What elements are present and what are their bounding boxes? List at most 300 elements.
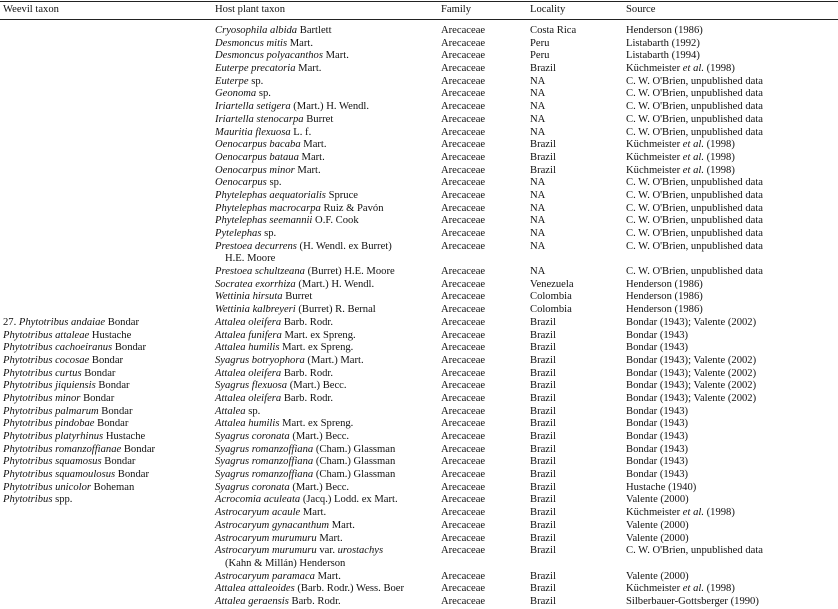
host-plant-cell: [215, 507, 326, 520]
locality-cell: Brazil: [530, 545, 556, 557]
family-cell: Arecaceae: [441, 481, 486, 493]
host-plant-cell: [215, 101, 369, 114]
family-cell: Arecaceae: [441, 139, 486, 151]
weevil-authority: Bondar: [83, 392, 115, 404]
host-authority: sp.: [248, 405, 261, 417]
weevil-species: Phytotribus pindobae: [3, 418, 95, 430]
table-row: [0, 190, 838, 203]
table-row: [0, 431, 838, 444]
host-species: Attalea oleifera: [215, 367, 282, 379]
weevil-species: Phytotribus palmarum: [3, 405, 99, 417]
locality-cell: Brazil: [530, 583, 556, 595]
family-cell: Arecaceae: [441, 88, 486, 100]
host-species: Pytelephas: [215, 228, 262, 239]
host-plant-cell: [215, 545, 383, 570]
weevil-authority: Bondar: [114, 342, 147, 354]
locality-cell: Brazil: [530, 367, 556, 379]
table-row: [0, 596, 838, 609]
host-authority: (Mart.) H. Wendl.: [298, 278, 375, 290]
host-plant-cell: [215, 63, 321, 76]
host-authority: Barb. Rodr.: [291, 595, 341, 607]
locality-cell: Peru: [530, 37, 550, 49]
table-row: [0, 215, 838, 228]
family-cell: Arecaceae: [441, 50, 486, 62]
locality-cell: Brazil: [530, 507, 556, 519]
table-row: [0, 25, 838, 38]
locality-cell: Brazil: [530, 519, 556, 531]
host-plant-cell: [215, 393, 333, 406]
source-cell: Küchmeister et al. (1998): [626, 151, 735, 163]
table-row: [0, 482, 838, 495]
host-species: Syagrus romanzoffiana: [215, 443, 314, 455]
top-rule: [0, 1, 838, 2]
host-species: Euterpe: [215, 75, 249, 87]
weevil-species: Phytotribus squamoulosus: [3, 469, 116, 481]
host-authority: Ruiz & Pavón: [323, 202, 384, 214]
host-plant-cell: [215, 139, 327, 152]
family-cell: Arecaceae: [441, 570, 486, 582]
family-cell: Arecaceae: [441, 278, 486, 290]
host-authority: Mart.: [331, 519, 355, 531]
host-species: Astrocaryum murumuru: [215, 532, 317, 544]
family-cell: Arecaceae: [441, 177, 486, 189]
host-plant-cell: [215, 114, 333, 127]
table-row: [0, 520, 838, 533]
family-cell: Arecaceae: [441, 494, 486, 506]
family-cell: Arecaceae: [441, 228, 486, 239]
table-row: [0, 114, 838, 127]
host-authority: sp.: [251, 75, 264, 87]
family-cell: Arecaceae: [441, 469, 486, 481]
host-authority: Mart. ex Spreng.: [282, 342, 354, 354]
source-cell: C. W. O'Brien, unpublished data: [626, 101, 763, 113]
family-cell: Arecaceae: [441, 291, 486, 303]
family-cell: Arecaceae: [441, 202, 486, 214]
locality-cell: Costa Rica: [530, 25, 577, 36]
table-row: [0, 418, 838, 431]
host-species: Oenocarpus minor: [215, 164, 295, 176]
locality-cell: Colombia: [530, 291, 572, 303]
source-cell: Bondar (1943): [626, 431, 689, 443]
host-authority: (Mart.) Becc.: [292, 481, 350, 493]
source-cell: Küchmeister et al. (1998): [626, 583, 735, 595]
host-species: Desmoncus mitis: [215, 37, 288, 49]
table-row: [0, 456, 838, 469]
weevil-taxon-cell: [3, 482, 134, 495]
host-species: Astrocaryum acaule: [215, 507, 301, 519]
host-authority: Mart.: [325, 50, 349, 62]
source-cell: C. W. O'Brien, unpublished data: [626, 126, 763, 138]
family-cell: Arecaceae: [441, 101, 486, 113]
table-row: [0, 266, 838, 279]
host-authority: Spruce: [328, 189, 359, 201]
host-authority: Mart.: [317, 570, 341, 582]
table-row: [0, 139, 838, 152]
table-row: [0, 393, 838, 406]
locality-cell: Peru: [530, 50, 550, 62]
source-cell: Bondar (1943): [626, 342, 689, 354]
source-cell: Bondar (1943): [626, 443, 689, 455]
family-cell: Arecaceae: [441, 507, 486, 519]
table-row: [0, 317, 838, 330]
source-cell: Henderson (1986): [626, 25, 703, 36]
locality-cell: NA: [530, 215, 546, 227]
family-cell: Arecaceae: [441, 354, 486, 366]
locality-cell: NA: [530, 228, 546, 239]
host-authority: Mart.: [302, 507, 327, 519]
host-authority: L. f.: [293, 126, 312, 138]
table-row: [0, 507, 838, 520]
host-plant-cell: [215, 215, 359, 228]
table-row: [0, 127, 838, 140]
weevil-taxon-cell: [3, 494, 72, 507]
weevil-species: Phytotribus cachoeiranus: [3, 342, 113, 354]
weevil-taxon-cell: [3, 456, 135, 469]
weevil-species: Phytotribus jiquiensis: [3, 380, 96, 392]
source-cell: Bondar (1943); Valente (2002): [626, 354, 757, 366]
table-row: [0, 583, 838, 596]
source-cell: C. W. O'Brien, unpublished data: [626, 240, 763, 252]
host-plant-cell: [215, 228, 276, 241]
host-species: Syagrus coronata: [215, 431, 290, 443]
table-row: [0, 342, 838, 355]
host-species: Syagrus romanzoffiana: [215, 469, 314, 481]
host-authority: (Cham.) Glassman: [315, 443, 396, 455]
host-species: Wettinia kalbreyeri: [215, 304, 296, 316]
weevil-taxon-cell: [3, 406, 132, 419]
locality-cell: NA: [530, 189, 546, 201]
table-row: [0, 469, 838, 482]
source-cell: Bondar (1943): [626, 329, 689, 341]
source-cell: C. W. O'Brien, unpublished data: [626, 215, 763, 227]
family-cell: Arecaceae: [441, 164, 486, 176]
host-species: Attalea geraensis: [215, 595, 289, 607]
locality-cell: Brazil: [530, 151, 556, 163]
table-row: [0, 50, 838, 63]
source-cell: Silberbauer-Gottsberger (1990): [626, 595, 759, 607]
host-plant-cell: [215, 533, 343, 546]
host-species: Iriartella setigera: [215, 101, 291, 113]
locality-cell: Venezuela: [530, 278, 574, 290]
weevil-authority: Boheman: [93, 481, 135, 493]
family-cell: Arecaceae: [441, 532, 486, 544]
host-authority: sp.: [269, 177, 282, 189]
host-species: Oenocarpus: [215, 177, 267, 189]
host-plant-cell: [215, 520, 355, 533]
locality-cell: NA: [530, 177, 546, 189]
host-authority: (Burret) H.E. Moore: [307, 266, 395, 278]
source-cell: C. W. O'Brien, unpublished data: [626, 266, 763, 278]
host-species: Iriartella stenocarpa: [215, 113, 304, 125]
host-authority: sp.: [258, 88, 271, 100]
table-row: [0, 444, 838, 457]
host-plant-cell: [215, 152, 325, 165]
family-cell: Arecaceae: [441, 583, 486, 595]
family-cell: Arecaceae: [441, 367, 486, 379]
source-cell: Bondar (1943); Valente (2002): [626, 367, 757, 379]
locality-cell: Brazil: [530, 469, 556, 481]
host-authority-continued: H.E. Moore: [225, 253, 276, 265]
locality-cell: Brazil: [530, 164, 556, 176]
host-plant-cell: [215, 279, 374, 292]
family-cell: Arecaceae: [441, 63, 486, 75]
host-authority: (H. Wendl. ex Burret): [299, 240, 392, 252]
host-authority: Burret: [285, 291, 313, 303]
host-plant-cell: [215, 38, 313, 51]
weevil-species: Phytotribus curtus: [3, 367, 82, 379]
host-plant-cell: [215, 482, 349, 495]
family-cell: Arecaceae: [441, 113, 486, 125]
host-plant-cell: [215, 241, 392, 266]
host-species: Phytelephas aequatorialis: [215, 189, 326, 201]
host-species: Euterpe precatoria: [215, 63, 296, 75]
header-family: Family: [441, 4, 472, 15]
table-row: [0, 88, 838, 101]
header-locality: Locality: [530, 4, 566, 15]
table-row: [0, 533, 838, 546]
host-plant-cell: [215, 596, 341, 609]
weevil-taxon-cell: [3, 330, 131, 343]
host-plant-cell: [215, 444, 395, 457]
weevil-taxon-cell: [3, 380, 130, 393]
host-authority: Mart. ex Spreng.: [284, 329, 356, 341]
header-source: Source: [626, 4, 656, 15]
host-species: Attalea: [215, 405, 246, 417]
source-cell: Hustache (1940): [626, 481, 697, 493]
table-row: [0, 545, 838, 570]
host-authority: (Jacq.) Lodd. ex Mart.: [302, 494, 398, 506]
source-cell: Bondar (1943); Valente (2002): [626, 392, 757, 404]
locality-cell: Brazil: [530, 354, 556, 366]
source-cell: Bondar (1943); Valente (2002): [626, 316, 757, 328]
host-plant-cell: [215, 418, 353, 431]
source-cell: Henderson (1986): [626, 304, 703, 316]
host-authority: Barb. Rodr.: [283, 367, 333, 379]
host-authority: (Cham.) Glassman: [315, 469, 396, 481]
host-authority: Barb. Rodr.: [283, 316, 333, 328]
family-cell: Arecaceae: [441, 545, 486, 557]
host-authority: Mart.: [298, 63, 322, 75]
source-cell: C. W. O'Brien, unpublished data: [626, 75, 763, 87]
host-plant-cell: [215, 291, 312, 304]
family-cell: Arecaceae: [441, 329, 486, 341]
host-authority: (Mart.) Becc.: [292, 431, 350, 443]
host-authority: (Burret) R. Bernal: [298, 304, 376, 316]
source-cell: Küchmeister et al. (1998): [626, 63, 735, 75]
host-plant-cell: [215, 266, 395, 279]
host-plant-cell: [215, 406, 260, 419]
family-cell: Arecaceae: [441, 75, 486, 87]
table-row: [0, 101, 838, 114]
source-cell: C. W. O'Brien, unpublished data: [626, 228, 763, 239]
host-authority: Mart.: [289, 37, 313, 49]
source-cell: C. W. O'Brien, unpublished data: [626, 113, 763, 125]
weevil-taxon-cell: [3, 393, 114, 406]
source-cell: Valente (2000): [626, 532, 689, 544]
host-plant-cell: [215, 50, 349, 63]
host-species: Astrocaryum gynacanthum: [215, 519, 330, 531]
host-species: Cryosophila albida: [215, 25, 298, 36]
table-row: [0, 571, 838, 584]
source-cell: Bondar (1943); Valente (2002): [626, 380, 757, 392]
source-cell: Küchmeister et al. (1998): [626, 139, 735, 151]
locality-cell: NA: [530, 75, 546, 87]
locality-cell: Brazil: [530, 405, 556, 417]
host-authority: Burret: [306, 113, 334, 125]
weevil-taxon-cell: [3, 355, 123, 368]
weevil-taxon-cell: [3, 418, 128, 431]
weevil-species: Phytotribus cocosae: [3, 354, 90, 366]
source-cell: Listabarth (1994): [626, 50, 700, 62]
table-row: [0, 279, 838, 292]
locality-cell: Brazil: [530, 494, 556, 506]
host-species: Socratea exorrhiza: [215, 278, 296, 290]
family-cell: Arecaceae: [441, 595, 486, 607]
host-authority: sp.: [264, 228, 277, 239]
locality-cell: Brazil: [530, 570, 556, 582]
family-cell: Arecaceae: [441, 405, 486, 417]
host-variety: urostachys: [337, 545, 384, 557]
host-plant-cell: [215, 431, 349, 444]
family-cell: Arecaceae: [441, 443, 486, 455]
weevil-authority: Bondar: [97, 418, 129, 430]
source-cell: C. W. O'Brien, unpublished data: [626, 545, 763, 557]
host-plant-cell: [215, 355, 364, 368]
family-cell: Arecaceae: [441, 151, 486, 163]
host-plant-cell: [215, 25, 332, 38]
source-cell: C. W. O'Brien, unpublished data: [626, 202, 763, 214]
host-plant-cell: [215, 317, 333, 330]
locality-cell: Brazil: [530, 595, 556, 607]
host-plant-cell: [215, 304, 376, 317]
host-species: Attalea oleifera: [215, 392, 282, 404]
table-row: [0, 330, 838, 343]
locality-cell: Colombia: [530, 304, 572, 316]
table-row: [0, 165, 838, 178]
weevil-taxon-cell: [3, 431, 145, 444]
host-species: Attalea oleifera: [215, 316, 282, 328]
family-cell: Arecaceae: [441, 266, 486, 278]
host-authority: Mart.: [297, 164, 321, 176]
table-row: [0, 76, 838, 89]
family-cell: Arecaceae: [441, 456, 486, 468]
weevil-number: 27.: [3, 316, 17, 328]
host-species: Desmoncus polyacanthos: [215, 50, 323, 62]
weevil-species: Phytotribus romanzoffianae: [3, 443, 122, 455]
locality-cell: Brazil: [530, 431, 556, 443]
host-plant-cell: [215, 330, 356, 343]
host-authority: O.F. Cook: [315, 215, 359, 227]
table-row: [0, 304, 838, 317]
family-cell: Arecaceae: [441, 240, 486, 252]
table-row: [0, 368, 838, 381]
locality-cell: Brazil: [530, 481, 556, 493]
host-species: Geonoma: [215, 88, 257, 100]
weevil-taxon-cell: [3, 469, 149, 482]
table-row: [0, 355, 838, 368]
weevil-species: Phytotribus unicolor: [3, 481, 91, 493]
source-cell: Bondar (1943): [626, 418, 689, 430]
family-cell: Arecaceae: [441, 431, 486, 443]
header-rule: [0, 19, 838, 20]
source-cell: Bondar (1943): [626, 469, 689, 481]
weevil-authority: Bondar: [84, 367, 116, 379]
table-row: [0, 177, 838, 190]
host-plant-cell: [215, 165, 321, 178]
host-species: Mauritia flexuosa: [215, 126, 291, 138]
host-authority: Mart.: [319, 532, 343, 544]
table-row: [0, 152, 838, 165]
family-cell: Arecaceae: [441, 418, 486, 430]
table-row: [0, 241, 838, 266]
host-species: Prestoea schultzeana: [215, 266, 305, 278]
table-row: [0, 406, 838, 419]
source-cell: C. W. O'Brien, unpublished data: [626, 189, 763, 201]
host-species: Acrocomia aculeata: [215, 494, 301, 506]
locality-cell: Brazil: [530, 329, 556, 341]
weevil-authority: Hustache: [105, 431, 146, 443]
family-cell: Arecaceae: [441, 342, 486, 354]
weevil-species: Phytotribus attaleae: [3, 329, 90, 341]
host-plant-cell: [215, 190, 358, 203]
weevil-authority: Bondar: [117, 469, 149, 481]
source-cell: Küchmeister et al. (1998): [626, 507, 735, 519]
locality-cell: NA: [530, 88, 546, 100]
weevil-authority: Bondar: [91, 354, 124, 366]
locality-cell: Brazil: [530, 63, 556, 75]
family-cell: Arecaceae: [441, 126, 486, 138]
host-plant-cell: [215, 177, 282, 190]
locality-cell: Brazil: [530, 316, 556, 328]
family-cell: Arecaceae: [441, 304, 486, 316]
host-species: Attalea humilis: [215, 418, 280, 430]
source-cell: Bondar (1943): [626, 456, 689, 468]
weevil-species: Phytotribus platyrhinus: [3, 431, 104, 443]
weevil-authority: Bondar: [101, 405, 133, 417]
family-cell: Arecaceae: [441, 380, 486, 392]
header-host-plant-taxon: Host plant taxon: [215, 4, 286, 15]
host-authority: (Barb. Rodr.) Wess. Boer: [297, 583, 405, 595]
host-authority: var.: [319, 545, 335, 557]
weevil-species: Phytotribus: [3, 494, 53, 506]
host-species: Attalea humilis: [215, 342, 280, 354]
locality-cell: Brazil: [530, 380, 556, 392]
source-cell: Listabarth (1992): [626, 37, 700, 49]
host-plant-cell: [215, 380, 347, 393]
host-authority: Bartlett: [299, 25, 332, 36]
host-authority: (Cham.) Glassman: [315, 456, 396, 468]
host-species: Oenocarpus bacaba: [215, 139, 301, 151]
host-authority: (Mart.) Becc.: [289, 380, 347, 392]
locality-cell: Brazil: [530, 456, 556, 468]
locality-cell: NA: [530, 266, 546, 278]
host-species: Astrocaryum murumuru: [215, 545, 317, 557]
source-cell: Valente (2000): [626, 494, 689, 506]
host-species: Phytelephas seemannii: [215, 215, 313, 227]
host-authority: Mart.: [301, 151, 325, 163]
host-species: Prestoea decurrens: [215, 240, 297, 252]
host-authority: (Mart.) Mart.: [307, 354, 364, 366]
family-cell: Arecaceae: [441, 215, 486, 227]
table-row: [0, 228, 838, 241]
source-cell: Valente (2000): [626, 519, 689, 531]
weevil-taxon-cell: [3, 342, 146, 355]
host-species: Phytelephas macrocarpa: [215, 202, 321, 214]
family-cell: Arecaceae: [441, 316, 486, 328]
host-plant-cell: [215, 127, 311, 140]
source-cell: Valente (2000): [626, 570, 689, 582]
table-row: [0, 203, 838, 216]
